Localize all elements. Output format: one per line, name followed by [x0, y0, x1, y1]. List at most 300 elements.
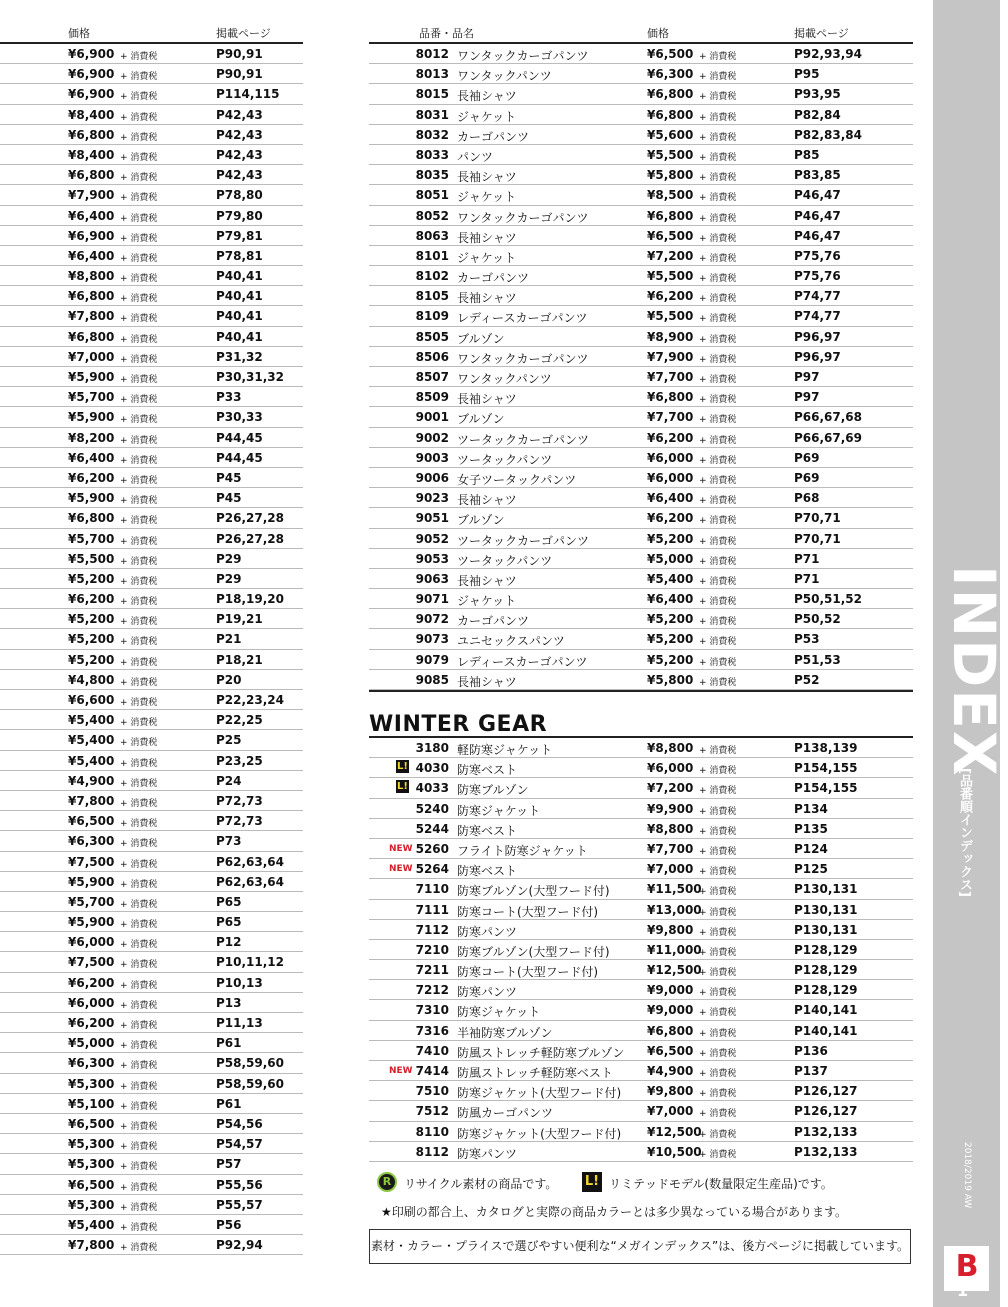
price: ¥6,200 [647, 511, 694, 526]
price: ¥6,200 [68, 1016, 115, 1030]
tax-label: + 消費税 [699, 72, 737, 83]
item-code: 7212 [415, 983, 449, 998]
tax-label: + 消費税 [699, 112, 737, 123]
item-code: 9002 [415, 430, 449, 445]
item-name: 防寒ベスト [457, 864, 518, 879]
page-ref: P85 [794, 147, 820, 162]
page-ref: P92,93,94 [794, 47, 863, 61]
item-name: 防寒ブルゾン(大型フード付) [457, 884, 610, 899]
item-name: ワンタックカーゴパンツ [457, 351, 589, 366]
tax-label: + 消費税 [120, 920, 158, 931]
tax-label: + 消費税 [120, 1101, 158, 1112]
page-ref: P90,91 [216, 67, 263, 82]
item-name: レディースカーゴパンツ [457, 311, 588, 326]
tax-label: + 消費税 [120, 274, 158, 285]
table-row [0, 387, 303, 407]
item-name: 防寒パンツ [457, 1146, 518, 1161]
table-row [369, 468, 913, 488]
table-row [0, 670, 303, 690]
item-name: 半袖防寒ブルゾン [457, 1025, 553, 1040]
tax-label: + 消費税 [120, 354, 158, 365]
tax-label: + 消費税 [120, 899, 158, 910]
price: ¥5,600 [647, 127, 694, 142]
page-ref: P40,41 [216, 289, 263, 304]
page-ref: P72,73 [216, 814, 263, 829]
price: ¥5,400 [68, 713, 115, 728]
price: ¥6,800 [647, 208, 694, 223]
tax-label: + 消費税 [699, 1069, 737, 1079]
price: ¥6,600 [68, 693, 115, 707]
tax-label: + 消費税 [699, 1089, 737, 1100]
price: ¥7,000 [647, 862, 694, 877]
item-name: 防寒ベスト [457, 763, 518, 778]
price: ¥6,800 [68, 289, 115, 304]
page-ref: P74,77 [794, 289, 841, 304]
page-ref: P42,43 [216, 168, 263, 183]
limited-legend-text: リミテッドモデル(数量限定生産品)です。 [609, 1177, 833, 1191]
page-ref: P50,52 [794, 612, 841, 627]
price: ¥5,000 [68, 1036, 115, 1051]
recycle-legend-text: リサイクル素材の商品です。 [404, 1177, 558, 1191]
price: ¥5,200 [68, 652, 115, 667]
tax-label: + 消費税 [120, 415, 158, 426]
price: ¥7,700 [647, 841, 694, 856]
item-code: 8102 [415, 269, 449, 284]
table-end-rule [369, 690, 913, 692]
tax-label: + 消費税 [699, 867, 737, 878]
table-row [0, 650, 303, 670]
tax-label: + 消費税 [699, 516, 737, 527]
tax-label: + 消費税 [120, 294, 158, 305]
tax-label: + 消費税 [120, 1202, 158, 1213]
price: ¥5,900 [68, 915, 115, 930]
price: ¥5,300 [68, 1157, 115, 1172]
item-name: ブルゾン [457, 513, 505, 528]
page-ref: P92,94 [216, 1238, 263, 1253]
tax-label: + 消費税 [120, 980, 158, 991]
price: ¥6,000 [68, 935, 115, 950]
price: ¥6,800 [647, 1023, 694, 1038]
item-code: 5264 [415, 862, 449, 877]
table-row [369, 145, 913, 165]
table-row [369, 1081, 913, 1101]
tax-label: + 消費税 [699, 274, 737, 285]
page-ref: P53 [794, 632, 820, 647]
table-row [0, 347, 303, 367]
tax-label: + 消費税 [120, 637, 158, 648]
price: ¥5,200 [647, 612, 694, 627]
page-ref: P93,95 [794, 87, 841, 102]
table-row [369, 407, 913, 427]
tax-label: + 消費税 [120, 233, 158, 244]
item-code: 8031 [415, 107, 449, 122]
page-ref: P40,41 [216, 269, 263, 284]
table-row [369, 778, 913, 798]
tax-label: + 消費税 [120, 960, 158, 971]
item-name: 防寒コート(大型フード付) [457, 965, 599, 980]
price: ¥5,500 [647, 147, 694, 162]
price: ¥6,500 [647, 228, 694, 243]
price: ¥5,400 [68, 753, 115, 768]
tax-label: + 消費税 [699, 907, 737, 918]
item-name: ワンタックパンツ [457, 372, 552, 386]
tax-label: + 消費税 [120, 597, 158, 608]
table-row [0, 609, 303, 629]
table-row [369, 306, 913, 326]
item-code: 9053 [415, 551, 449, 566]
tax-label: + 消費税 [120, 1041, 158, 1052]
table-row [0, 185, 303, 205]
price: ¥8,800 [647, 741, 694, 755]
page-ref: P95 [794, 67, 820, 82]
tax-label: + 消費税 [120, 536, 158, 547]
new-badge: NEW [389, 843, 413, 854]
table-row [369, 125, 913, 145]
price: ¥6,400 [68, 248, 115, 263]
tax-label: + 消費税 [699, 455, 737, 466]
table-row [369, 1041, 913, 1061]
page-ref: P61 [216, 1096, 242, 1111]
tax-label: + 消費税 [120, 879, 158, 890]
item-code: 9073 [415, 632, 449, 647]
item-code: 8013 [415, 67, 449, 82]
item-code: 8505 [415, 329, 449, 344]
page-ref: P52 [794, 672, 820, 687]
item-code: 8101 [415, 248, 449, 263]
tax-label: + 消費税 [120, 314, 158, 325]
page-ref: P58,59,60 [216, 1076, 285, 1091]
limited-badge-icon: L! [397, 781, 408, 793]
page-ref: P140,141 [794, 1023, 858, 1038]
price: ¥7,500 [68, 955, 115, 970]
tax-label: + 消費税 [120, 395, 158, 406]
tax-label: + 消費税 [699, 846, 737, 857]
tax-label: + 消費税 [699, 1149, 737, 1160]
tax-label: + 消費税 [699, 233, 737, 244]
table-row [0, 831, 303, 851]
tax-label: + 消費税 [120, 657, 158, 668]
table-row [369, 347, 913, 367]
price: ¥6,800 [647, 107, 694, 122]
limited-icon: L! [582, 1172, 602, 1192]
page-ref: P42,43 [216, 107, 263, 122]
tax-label: + 消費税 [120, 940, 158, 951]
table-row [0, 751, 303, 771]
page-ref: P55,56 [216, 1177, 263, 1192]
page-ref: P69 [794, 470, 820, 485]
page-ref: P62,63,64 [216, 854, 285, 869]
tax-label: + 消費税 [120, 738, 158, 749]
price: ¥7,200 [647, 781, 694, 796]
season-year: 2018/2019 AW [962, 1142, 972, 1209]
item-name: 防寒パンツ [457, 924, 518, 939]
item-code: 9072 [415, 612, 449, 627]
price-header: 価格 [647, 27, 669, 40]
page-ref: P75,76 [794, 248, 841, 263]
price: ¥6,800 [647, 87, 694, 102]
table-row [369, 246, 913, 266]
left-table-header [0, 22, 303, 44]
table-row [369, 226, 913, 246]
price: ¥12,500 [647, 963, 702, 978]
tax-label: + 消費税 [120, 132, 158, 143]
item-code: 5260 [415, 841, 449, 856]
tax-label: + 消費税 [699, 657, 737, 668]
table-row [0, 892, 303, 912]
tax-label: + 消費税 [699, 253, 737, 264]
table-row [369, 84, 913, 104]
tax-label: + 消費税 [699, 92, 737, 103]
price: ¥5,800 [647, 168, 694, 183]
price: ¥6,400 [647, 491, 694, 506]
page-ref: P114,115 [216, 87, 280, 102]
winter-gear-title: WINTER GEAR [369, 712, 548, 737]
page-ref: P72,73 [216, 793, 263, 808]
table-row [369, 1101, 913, 1121]
item-name: ジャケット [457, 109, 517, 124]
price: ¥9,000 [647, 1003, 694, 1018]
page-ref: P70,71 [794, 511, 841, 526]
tax-label: + 消費税 [699, 556, 737, 567]
page-ref: P42,43 [216, 127, 263, 142]
page-ref: P128,129 [794, 963, 858, 978]
tax-label: + 消費税 [699, 576, 737, 587]
tax-label: + 消費税 [699, 152, 737, 163]
page-ref: P51,53 [794, 652, 841, 667]
table-row [0, 932, 303, 952]
item-name: ワンタックパンツ [457, 69, 552, 84]
table-row [0, 1195, 303, 1215]
item-name: 長袖シャツ [457, 573, 517, 588]
tax-label: + 消費税 [120, 778, 158, 789]
item-name: レディースカーゴパンツ [457, 654, 588, 669]
table-row [369, 387, 913, 407]
page-ref: P82,84 [794, 107, 841, 122]
tax-label: + 消費税 [699, 354, 737, 365]
page-ref: P78,80 [216, 188, 263, 203]
table-row [369, 327, 913, 347]
tax-label: + 消費税 [699, 52, 737, 62]
index-subtitle: [品番順インデックス] [957, 768, 972, 897]
price: ¥6,200 [68, 470, 115, 485]
tax-label: + 消費税 [699, 968, 737, 979]
tax-label: + 消費税 [120, 52, 158, 62]
table-row [369, 1122, 913, 1142]
page-ref: P79,80 [216, 208, 263, 223]
price: ¥5,400 [68, 1217, 115, 1232]
table-row [369, 428, 913, 448]
table-row [0, 1033, 303, 1053]
print-color-note: ★印刷の都合上、カタログと実際の商品カラーとは多少異なっている場合があります。 [381, 1205, 848, 1219]
tax-label: + 消費税 [699, 1109, 737, 1120]
tax-label: + 消費税 [699, 1028, 737, 1039]
price: ¥5,200 [68, 612, 115, 627]
item-code: 8033 [415, 147, 449, 162]
price: ¥6,400 [68, 208, 115, 223]
item-code: 7211 [415, 963, 449, 978]
item-code: 8509 [415, 390, 449, 405]
page-ref: P138,139 [794, 741, 858, 755]
price: ¥7,700 [647, 370, 694, 384]
item-code: 8507 [415, 370, 449, 384]
table-row [369, 448, 913, 468]
price: ¥8,400 [68, 107, 115, 122]
page-ref: P71 [794, 571, 820, 586]
tax-label: + 消費税 [699, 213, 737, 224]
item-name: 防寒ジャケット(大型フード付) [457, 1126, 622, 1141]
tax-label: + 消費税 [120, 496, 158, 507]
price-header: 価格 [68, 27, 90, 40]
table-row [0, 64, 303, 84]
page-ref: P18,19,20 [216, 592, 285, 607]
table-row [0, 44, 303, 64]
table-row [0, 1053, 303, 1073]
price: ¥5,900 [68, 491, 115, 506]
page-ref: P55,57 [216, 1197, 263, 1212]
table-row [0, 125, 303, 145]
page-ref: P11,13 [216, 1016, 263, 1030]
item-name: 防寒ジャケット(大型フード付) [457, 1086, 622, 1101]
item-code: 7410 [415, 1043, 449, 1058]
table-row [369, 900, 913, 920]
page-ref: P137 [794, 1064, 828, 1078]
tax-label: + 消費税 [120, 72, 158, 83]
price: ¥5,700 [68, 894, 115, 909]
price: ¥12,500 [647, 1124, 702, 1139]
item-code: 8063 [415, 228, 449, 243]
item-code: 9001 [415, 410, 449, 425]
table-row [0, 226, 303, 246]
table-row [369, 508, 913, 528]
tax-label: + 消費税 [120, 1182, 158, 1193]
table-row [369, 549, 913, 569]
table-row [0, 246, 303, 266]
table-row [0, 266, 303, 286]
tax-label: + 消費税 [120, 213, 158, 224]
item-name: ツータックカーゴパンツ [457, 432, 590, 447]
price: ¥6,500 [647, 47, 694, 61]
table-row [0, 1094, 303, 1114]
item-name: 長袖シャツ [457, 89, 517, 104]
page-ref: P97 [794, 390, 820, 405]
item-name: ユニセックスパンツ [457, 634, 565, 649]
price: ¥6,300 [68, 1056, 115, 1071]
table-row [369, 738, 913, 758]
tax-label: + 消費税 [699, 947, 737, 958]
page-ref: P74,77 [794, 309, 841, 324]
price: ¥4,800 [68, 672, 115, 687]
price: ¥8,800 [647, 821, 694, 836]
tax-label: + 消費税 [699, 826, 737, 837]
price: ¥6,000 [647, 470, 694, 485]
price: ¥5,700 [68, 531, 115, 546]
price: ¥5,300 [68, 1137, 115, 1152]
price: ¥6,800 [647, 390, 694, 405]
page-ref: P135 [794, 821, 828, 836]
table-row [0, 993, 303, 1013]
price: ¥6,400 [647, 592, 694, 607]
tax-label: + 消費税 [120, 173, 158, 184]
page-ref: P78,81 [216, 248, 263, 263]
table-row [0, 952, 303, 972]
page-ref: P31,32 [216, 349, 263, 364]
tax-label: + 消費税 [699, 786, 737, 797]
item-code: 8105 [415, 289, 449, 304]
tax-label: + 消費税 [699, 677, 737, 688]
table-row [0, 771, 303, 791]
page-ref: P12 [216, 935, 242, 950]
price: ¥5,200 [68, 632, 115, 647]
page-ref: P42,43 [216, 147, 263, 162]
tax-label: + 消費税 [120, 1121, 158, 1132]
tax-label: + 消費税 [120, 1222, 158, 1233]
page-ref: P33 [216, 390, 242, 405]
price: ¥5,200 [647, 531, 694, 546]
tax-label: + 消費税 [120, 112, 158, 123]
page-ref: P29 [216, 571, 242, 586]
page-ref: P82,83,84 [794, 127, 863, 142]
table-row [369, 839, 913, 859]
tax-label: + 消費税 [120, 334, 158, 345]
tax-label: + 消費税 [699, 766, 737, 777]
item-name: 防寒コート(大型フード付) [457, 904, 599, 919]
new-badge: NEW [389, 1066, 413, 1076]
page-ref: P96,97 [794, 349, 841, 364]
tax-label: + 消費税 [120, 193, 158, 204]
table-row [369, 105, 913, 125]
page-ref: P71 [794, 551, 820, 566]
table-row [369, 1000, 913, 1020]
table-row [0, 1235, 303, 1255]
price: ¥7,800 [68, 309, 115, 324]
tax-label: + 消費税 [699, 988, 737, 999]
page-ref: P58,59,60 [216, 1056, 285, 1071]
table-row [369, 859, 913, 879]
page-ref: P24 [216, 773, 242, 788]
tax-label: + 消費税 [699, 193, 737, 204]
tax-label: + 消費税 [699, 637, 737, 648]
table-row [0, 286, 303, 306]
tax-label: + 消費税 [120, 758, 158, 769]
price: ¥5,500 [647, 309, 694, 324]
tax-label: + 消費税 [120, 718, 158, 729]
item-name: ワンタックカーゴパンツ [457, 49, 589, 63]
price: ¥9,000 [647, 983, 694, 998]
table-row [0, 791, 303, 811]
price: ¥6,300 [647, 67, 694, 82]
item-name: カーゴパンツ [457, 614, 530, 629]
page-ref: P25 [216, 733, 242, 748]
table-row [0, 912, 303, 932]
tax-label: + 消費税 [120, 152, 158, 163]
page-ref: P10,13 [216, 975, 263, 990]
page-ref: P26,27,28 [216, 511, 285, 526]
tax-label: + 消費税 [699, 887, 737, 898]
table-row [0, 165, 303, 185]
tax-label: + 消費税 [699, 597, 737, 608]
price: ¥5,500 [647, 269, 694, 284]
page-ref: P45 [216, 470, 242, 485]
table-row [369, 165, 913, 185]
price: ¥5,700 [68, 390, 115, 405]
table-row [0, 407, 303, 427]
price: ¥7,000 [68, 349, 115, 364]
page-ref: P130,131 [794, 902, 858, 917]
item-name: ツータックパンツ [457, 452, 553, 467]
item-name: ブルゾン [457, 331, 505, 346]
price: ¥6,800 [68, 511, 115, 526]
legend [377, 1172, 907, 1194]
